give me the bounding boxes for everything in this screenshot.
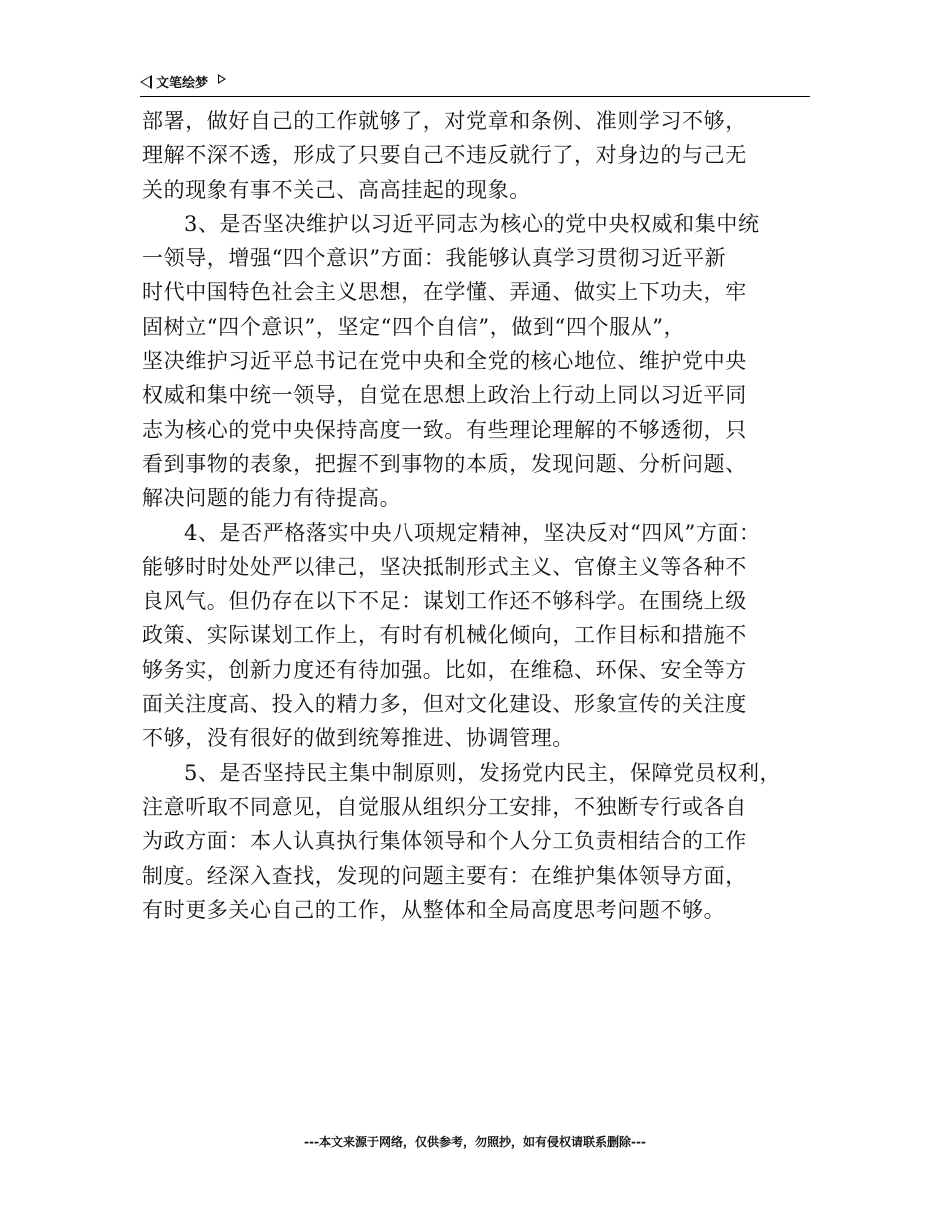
text-line: 不够，没有很好的做到统筹推进、协调管理。 [142,726,574,751]
text-line: 关的现象有事不关己、高高挂起的现象。 [142,177,531,202]
text-line: 有时更多关心自己的工作，从整体和全局高度思考问题不够。 [142,897,726,922]
triangle-right-icon [218,74,226,84]
text-line: 理解不深不透，形成了只要自己不违反就行了，对身边的与己无 [142,143,747,168]
text-line: 注意听取不同意见，自觉服从组织分工安排，不独断专行或各自 [142,794,747,819]
text-line: 部署，做好自己的工作就够了，对党章和条例、准则学习不够， [142,109,747,133]
text-line: 志为核心的党中央保持高度一致。有些理论理解的不够透彻，只 [142,417,747,442]
header-brand [140,72,226,91]
text-line: 坚决维护习近平总书记在党中央和全党的核心地位、维护党中央 [142,349,747,374]
text-line: 制度。经深入查找，发现的问题主要有：在维护集体领导方面， [142,863,747,888]
text-line: 解决问题的能力有待提高。 [142,486,402,511]
text-line: 固树立“四个意识”，坚定“四个自信”，做到“四个服从”， [142,314,686,339]
section-3-heading-line: 3、是否坚决维护以习近平同志为核心的党中央权威和集中统 [184,211,760,236]
page-header [140,70,810,97]
text-line: 够务实，创新力度还有待加强。比如，在维稳、环保、安全等方 [142,657,747,682]
document-body [142,104,822,927]
triangle-left-icon [140,75,152,89]
section-5-heading-line: 5、是否坚持民主集中制原则，发扬党内民主，保障党员权利， [184,760,782,785]
text-line: 时代中国特色社会主义思想，在学懂、弄通、做实上下功夫，牢 [142,280,747,305]
text-line: 权威和集中统一领导，自觉在思想上政治上行动上同以习近平同 [142,383,747,408]
header-title: 文笔绘梦 [156,76,209,91]
text-line: 面关注度高、投入的精力多，但对文化建设、形象宣传的关注度 [142,692,747,717]
text-line: 看到事物的表象，把握不到事物的本质，发现问题、分析问题、 [142,451,747,476]
text-line: 为政方面：本人认真执行集体领导和个人分工负责相结合的工作 [142,829,747,854]
text-line: 一领导，增强“四个意识”方面：我能够认真学习贯彻习近平新 [142,246,727,271]
text-line: 良风气。但仍存在以下不足：谋划工作还不够科学。在围绕上级 [142,589,747,614]
page-footer-disclaimer: ---本文来源于网络，仅供参考，勿照抄，如有侵权请联系删除--- [304,1135,646,1149]
text-line: 政策、实际谋划工作上，有时有机械化倾向，工作目标和措施不 [142,623,747,648]
text-line: 能够时时处处严以律己，坚决抵制形式主义、官僚主义等各种不 [142,554,747,579]
section-4-heading-line: 4、是否严格落实中央八项规定精神，坚决反对“四风”方面： [184,520,761,545]
